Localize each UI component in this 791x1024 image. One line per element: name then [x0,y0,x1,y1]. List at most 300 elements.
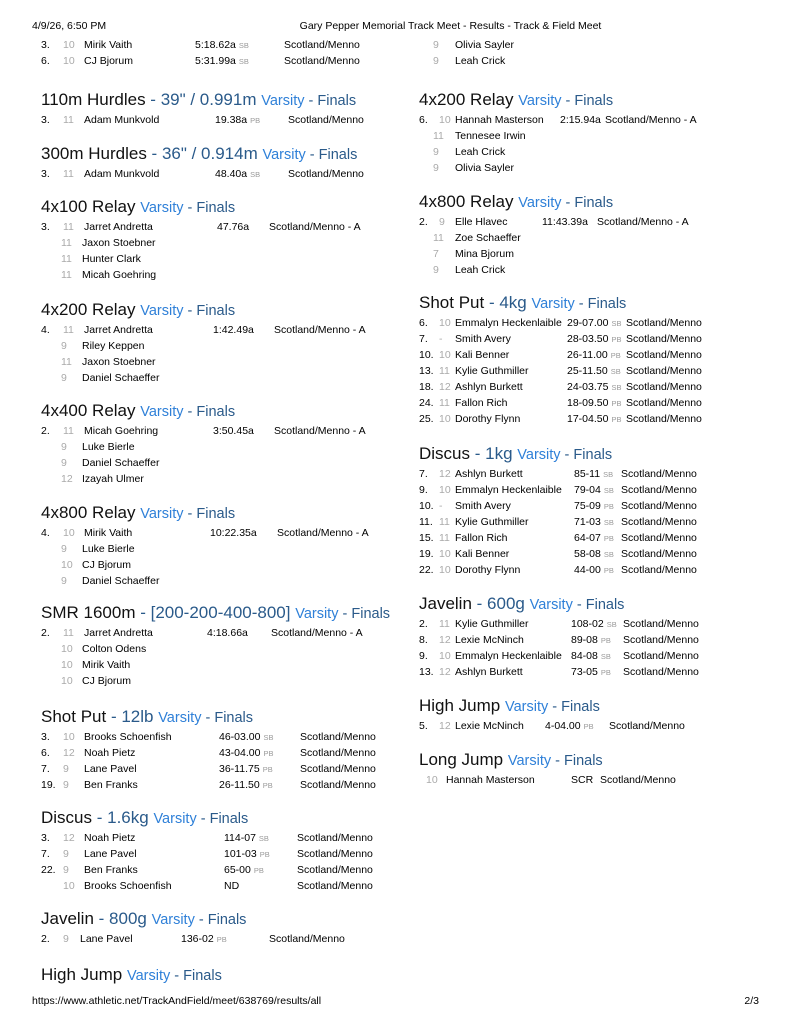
team-link[interactable]: Scotland/Menno [626,397,702,409]
grade: 11 [61,253,72,265]
event-round: Finals [196,303,236,319]
mark-value[interactable]: 18-09.50 [567,397,609,409]
place: 18. [419,381,434,393]
record-tag: SB [611,383,622,392]
grade: 10 [426,774,438,786]
mark-value[interactable]: 17-04.50 [567,413,609,425]
event-spec: 600g [487,594,525,613]
team-link[interactable]: Scotland/Menno [621,532,697,544]
result-row [419,648,759,664]
team-link[interactable]: Scotland/Menno [600,774,676,786]
event-separator: - [561,195,575,211]
event-level-link[interactable]: Varsity [261,93,305,109]
athlete-name-link[interactable]: Izayah Ulmer [82,473,144,485]
record-tag: PB [600,636,611,645]
print-title: Gary Pepper Memorial Track Meet - Results - Track & Field Meet [299,20,602,32]
event-name: Javelin [419,594,472,613]
athlete-name-link[interactable]: Leah Crick [455,55,506,67]
event-round: Finals [207,912,247,928]
place: 15. [419,532,434,544]
result-row [41,541,421,557]
grade: 10 [439,413,451,425]
event-round: Finals [196,200,236,216]
event-section [41,909,421,947]
athlete-name-link[interactable]: CJ Bjorum [84,55,134,67]
mark [224,846,270,863]
event-level-link[interactable]: Varsity [140,404,184,420]
result-row [419,112,759,128]
team-link[interactable]: Scotland/Menno [621,468,697,480]
result-row [41,657,421,673]
result-row [41,235,421,251]
mark-value[interactable]: 10:22.35a [210,527,257,539]
athlete-name-link[interactable]: Smith Avery [455,333,511,345]
grade: 10 [439,564,451,576]
team-link[interactable]: Scotland/Menno [300,779,376,791]
mark-value[interactable]: 79-04 [574,484,601,496]
athlete-name-link[interactable]: Kali Benner [455,548,510,560]
team-link[interactable]: Scotland/Menno [623,666,699,678]
grade: 11 [439,532,450,544]
athlete-name-link[interactable]: Adam Munkvold [84,168,160,180]
mark-value[interactable]: 71-03 [574,516,601,528]
athlete-name-link[interactable]: Kylie Guthmiller [455,365,529,377]
event-level-link[interactable]: Varsity [158,710,202,726]
event-separator: - [92,808,108,827]
grade: 12 [439,468,451,480]
grade: 11 [439,365,450,377]
team-link[interactable]: Scotland/Menno - A [274,324,366,336]
athlete-name-link[interactable]: Fallon Rich [455,397,508,409]
event-section [419,192,759,278]
result-row [41,557,421,573]
grade: 9 [433,55,439,67]
mark-value[interactable]: 11:43.39a [542,216,588,228]
event-section [419,696,759,734]
athlete-name-link[interactable]: Lane Pavel [84,848,137,860]
team-link[interactable]: Scotland/Menno [626,317,702,329]
event-round: Finals [318,147,358,163]
team-link[interactable]: Scotland/Menno [300,747,376,759]
athlete-name-link[interactable]: Riley Keppen [82,340,145,352]
athlete-name-link[interactable]: Lexie McNinch [455,720,524,732]
event-level-link[interactable]: Varsity [518,195,562,211]
event-section [419,444,759,578]
team-link[interactable]: Scotland/Menno [609,720,685,732]
grade: 9 [433,162,439,174]
event-separator: - [145,90,161,109]
mark [224,878,239,894]
result-row [419,379,759,395]
team-link[interactable]: Scotland/Menno [269,933,345,945]
athlete-name-link[interactable]: Ashlyn Burkett [455,381,523,393]
result-row [41,846,421,862]
mark [219,761,273,778]
team-link[interactable]: Scotland/Menno [288,168,364,180]
mark-value[interactable]: 114-07 [224,832,256,844]
event-round: Finals [574,195,614,211]
result-row [41,322,421,338]
mark-value[interactable]: 89-08 [571,634,598,646]
grade: 9 [433,146,439,158]
mark-value[interactable]: 3:50.45a [213,425,254,437]
mark [571,772,593,788]
grade: 10 [439,650,451,662]
event-title [419,90,759,112]
athlete-name-link[interactable]: CJ Bjorum [82,675,132,687]
mark-value[interactable]: 64-07 [574,532,601,544]
team-link[interactable]: Scotland/Menno [626,349,702,361]
event-name: 4x200 Relay [41,300,136,319]
athlete-name-link[interactable]: Daniel Schaeffer [82,575,160,587]
athlete-name-link[interactable]: Ben Franks [84,779,138,791]
athlete-name-link[interactable]: Jaxon Stoebner [82,237,156,249]
place: 6. [41,55,50,67]
mark-value[interactable]: 26-11.50 [219,779,260,791]
event-level-link[interactable]: Varsity [529,597,573,613]
athlete-name-link[interactable]: Micah Goehring [82,269,157,281]
result-row [419,230,759,246]
team-link[interactable]: Scotland/Menno [288,114,364,126]
mark-value[interactable]: 136-02 [181,933,214,945]
event-level-link[interactable]: Varsity [295,606,339,622]
athlete-name-link[interactable]: Brooks Schoenfish [84,731,172,743]
athlete-name-link[interactable]: Zoe Schaeffer [455,232,521,244]
event-level-link[interactable]: Varsity [153,811,197,827]
event-title [419,750,759,772]
event-separator: - [572,597,586,613]
event-separator: - [146,144,162,163]
result-row [419,144,759,160]
result-row [41,370,421,386]
place: 3. [41,168,50,180]
athlete-name-link[interactable]: Kylie Guthmiller [455,618,529,630]
mark-value[interactable]: 24-03.75 [567,381,609,393]
team-link[interactable]: Scotland/Menno [621,500,697,512]
athlete-name-link[interactable]: Mirik Vaith [84,527,133,539]
event-level-link[interactable]: Varsity [140,506,184,522]
mark [567,379,621,396]
event-level-link[interactable]: Varsity [151,912,195,928]
mark [215,166,260,183]
result-row [419,160,759,176]
grade: 12 [61,473,73,485]
result-row [41,219,421,235]
team-link[interactable]: Scotland/Menno [300,763,376,775]
athlete-name-link[interactable]: Ashlyn Burkett [455,468,523,480]
athlete-name-link[interactable]: Ashlyn Burkett [455,666,523,678]
athlete-name-link[interactable]: Leah Crick [455,264,506,276]
team-link[interactable]: Scotland/Menno [621,484,697,496]
event-level-link[interactable]: Varsity [518,93,562,109]
mark-value[interactable]: 28-03.50 [567,333,609,345]
event-name: Discus [41,808,93,827]
record-tag: PB [600,668,611,677]
result-row [41,338,421,354]
mark-value[interactable]: 4:18.66a [207,627,248,639]
team-link[interactable]: Scotland/Menno [284,55,360,67]
mark [571,648,611,665]
mark-value[interactable]: 43-04.00 [219,747,261,759]
athlete-name-link[interactable]: Colton Odens [82,643,147,655]
event-title [41,965,421,987]
event-level-link[interactable]: Varsity [140,303,184,319]
event-title [41,300,421,322]
athlete-name-link[interactable]: Hannah Masterson [455,114,544,126]
mark [567,395,621,412]
grade: 9 [61,543,67,555]
grade: 10 [439,114,451,126]
mark-value[interactable]: 75-09 [574,500,601,512]
mark [567,363,621,380]
athlete-name-link[interactable]: Adam Munkvold [84,114,160,126]
grade: 12 [63,832,75,844]
team-link[interactable]: Scotland/Menno - A [277,527,369,539]
result-row [41,729,421,745]
team-link[interactable]: Scotland/Menno - A [269,221,361,233]
athlete-name-link[interactable]: Jarret Andretta [84,324,153,336]
athlete-name-link[interactable]: Mirik Vaith [82,659,131,671]
result-row [41,931,421,947]
mark-value[interactable]: 58-08 [574,548,601,560]
athlete-name-link[interactable]: Luke Bierle [82,441,135,453]
team-link[interactable]: Scotland/Menno [297,880,373,892]
athlete-name-link[interactable]: Hannah Masterson [446,774,535,786]
event-level-link[interactable]: Varsity [262,147,306,163]
mark-value[interactable]: 29-07.00 [567,317,609,329]
athlete-name-link[interactable]: Olivia Sayler [455,162,514,174]
place: 4. [41,527,50,539]
athlete-name-link[interactable]: CJ Bjorum [82,559,132,571]
team-link[interactable]: Scotland/Menno [297,848,373,860]
grade: 10 [439,484,451,496]
team-link[interactable]: Scotland/Menno [621,564,697,576]
mark-value[interactable]: ND [224,880,240,892]
result-row [419,128,759,144]
athlete-name-link[interactable]: Luke Bierle [82,543,135,555]
team-link[interactable]: Scotland/Menno [623,650,699,662]
mark-value[interactable]: 5:31.99a [195,55,236,67]
mark [224,830,269,847]
team-link[interactable]: Scotland/Menno - A [605,114,697,126]
event-name: Discus [419,444,471,463]
team-link[interactable]: Scotland/Menno [623,634,699,646]
mark-value[interactable]: 65-00 [224,864,251,876]
athlete-name-link[interactable]: Tennesee Irwin [455,130,526,142]
athlete-name-link[interactable]: Jaxon Stoebner [82,356,156,368]
mark-value[interactable]: 73-05 [571,666,598,678]
mark-value[interactable]: 36-11.75 [219,763,260,775]
athlete-name-link[interactable]: Emmalyn Heckenlaible [455,484,562,496]
result-row [419,395,759,411]
grade: 11 [63,324,74,336]
athlete-name-link[interactable]: Fallon Rich [455,532,508,544]
team-link[interactable]: Scotland/Menno [621,516,697,528]
athlete-name-link[interactable]: Kali Benner [455,349,510,361]
event-separator: - [338,606,352,622]
athlete-name-link[interactable]: Lane Pavel [80,933,133,945]
athlete-name-link[interactable]: Leah Crick [455,146,506,158]
grade: 10 [63,731,75,743]
event-section [419,293,759,427]
record-tag: SB [603,518,614,527]
event-section [419,90,759,176]
team-link[interactable]: Scotland/Menno [284,39,360,51]
event-level-link[interactable]: Varsity [127,968,171,984]
mark-value[interactable]: 2:15.94a [560,114,601,126]
athlete-name-link[interactable]: Kylie Guthmiller [455,516,529,528]
athlete-name-link[interactable]: Brooks Schoenfish [84,880,172,892]
record-tag: PB [262,765,273,774]
mark-value[interactable]: 44-00 [574,564,601,576]
event-level-link[interactable]: Varsity [531,296,575,312]
event-name: 300m Hurdles [41,144,147,163]
result-row [41,53,421,69]
team-link[interactable]: Scotland/Menno [626,333,702,345]
team-link[interactable]: Scotland/Menno [626,381,702,393]
grade: 11 [63,168,74,180]
result-row [41,354,421,370]
mark [567,347,621,364]
mark-value[interactable]: 19.38a [215,114,248,126]
team-link[interactable]: Scotland/Menno - A [597,216,689,228]
result-row [41,878,421,894]
result-row [419,262,759,278]
record-tag: SB [603,470,614,479]
mark [219,729,273,746]
place: 2. [41,933,50,945]
event-title [419,293,759,315]
result-row [419,718,759,734]
team-link[interactable]: Scotland/Menno - A [274,425,366,437]
mark [217,219,249,235]
mark-value[interactable]: 5:18.62a [195,39,236,51]
team-link[interactable]: Scotland/Menno [297,832,373,844]
event-title [41,90,421,112]
event-separator: - [470,444,486,463]
event-round: Finals [351,606,391,622]
mark-value[interactable]: SCR [571,774,594,786]
athlete-name-link[interactable]: Mina Bjorum [455,248,514,260]
result-row [41,439,421,455]
place: 22. [419,564,434,576]
athlete-name-link[interactable]: Emmalyn Heckenlaible [455,650,562,662]
athlete-name-link[interactable]: Ben Franks [84,864,138,876]
athlete-name-link[interactable]: Daniel Schaeffer [82,457,160,469]
mark-value[interactable]: 26-11.00 [567,349,608,361]
mark [567,411,621,428]
athlete-name-link[interactable]: Noah Pietz [84,747,136,759]
grade: 9 [61,457,67,469]
mark-value[interactable]: 47.76a [217,221,250,233]
athlete-name-link[interactable]: Dorothy Flynn [455,564,521,576]
athlete-name-link[interactable]: Dorothy Flynn [455,413,521,425]
athlete-name-link[interactable]: Jarret Andretta [84,627,153,639]
result-row [41,166,421,182]
mark [571,616,617,633]
mark [571,664,611,681]
event-name: High Jump [41,965,123,984]
event-title [41,603,421,625]
mark-value[interactable]: 4-04.00 [545,720,581,732]
grade: 10 [63,55,75,67]
athlete-name-link[interactable]: Smith Avery [455,500,511,512]
athlete-name-link[interactable]: Olivia Sayler [455,39,514,51]
athlete-name-link[interactable]: Noah Pietz [84,832,136,844]
team-link[interactable]: Scotland/Menno - A [271,627,363,639]
event-name: 4x800 Relay [41,503,136,522]
place: 7. [41,763,50,775]
result-row [41,641,421,657]
mark [213,322,254,338]
athlete-name-link[interactable]: Hunter Clark [82,253,141,265]
grade: 10 [61,675,73,687]
mark-value[interactable]: 46-03.00 [219,731,261,743]
mark-value[interactable]: 25-11.50 [567,365,608,377]
mark [219,777,273,794]
athlete-name-link[interactable]: Micah Goehring [84,425,159,437]
place: 8. [419,634,428,646]
mark [207,625,248,641]
event-separator: - [201,710,215,726]
athlete-name-link[interactable]: Lexie McNinch [455,634,524,646]
place: 3. [41,832,50,844]
grade: 11 [63,425,74,437]
event-title [419,696,759,718]
result-row [419,562,759,578]
mark-value[interactable]: 1:42.49a [213,324,254,336]
grade: 10 [63,880,75,892]
place: 4. [41,324,50,336]
team-link[interactable]: Scotland/Menno [297,864,373,876]
record-tag: SB [610,367,621,376]
record-tag: SB [603,550,614,559]
athlete-name-link[interactable]: Daniel Schaeffer [82,372,160,384]
event-name: Shot Put [41,707,107,726]
event-separator: - [106,707,122,726]
event-spec: 1kg [485,444,513,463]
event-level-link[interactable]: Varsity [140,200,184,216]
athlete-name-link[interactable]: Elle Hlavec [455,216,508,228]
team-link[interactable]: Scotland/Menno [626,413,702,425]
grade: 11 [433,130,444,142]
event-round: Finals [183,968,222,984]
grade: 11 [61,237,72,249]
mark-value[interactable]: 108-02 [571,618,604,630]
mark-value[interactable]: 84-08 [571,650,598,662]
place: 13. [419,365,434,377]
mark-value[interactable]: 48.40a [215,168,248,180]
team-link[interactable]: Scotland/Menno [300,731,376,743]
team-link[interactable]: Scotland/Menno [623,618,699,630]
grade: 9 [63,864,69,876]
event-name: 4x100 Relay [41,197,136,216]
mark-value[interactable]: 101-03 [224,848,257,860]
event-level-link[interactable]: Varsity [507,753,552,769]
athlete-name-link[interactable]: Lane Pavel [84,763,137,775]
team-link[interactable]: Scotland/Menno [626,365,702,377]
event-level-link[interactable]: Varsity [517,447,561,463]
event-spec: 4kg [499,293,527,312]
grade: 11 [63,221,74,233]
event-section [419,594,759,680]
mark-value[interactable]: 85-11 [574,468,601,480]
event-level-link[interactable]: Varsity [505,699,549,715]
athlete-name-link[interactable]: Mirik Vaith [84,39,133,51]
athlete-name-link[interactable]: Jarret Andretta [84,221,153,233]
athlete-name-link[interactable]: Emmalyn Heckenlaible [455,317,562,329]
team-link[interactable]: Scotland/Menno [621,548,697,560]
